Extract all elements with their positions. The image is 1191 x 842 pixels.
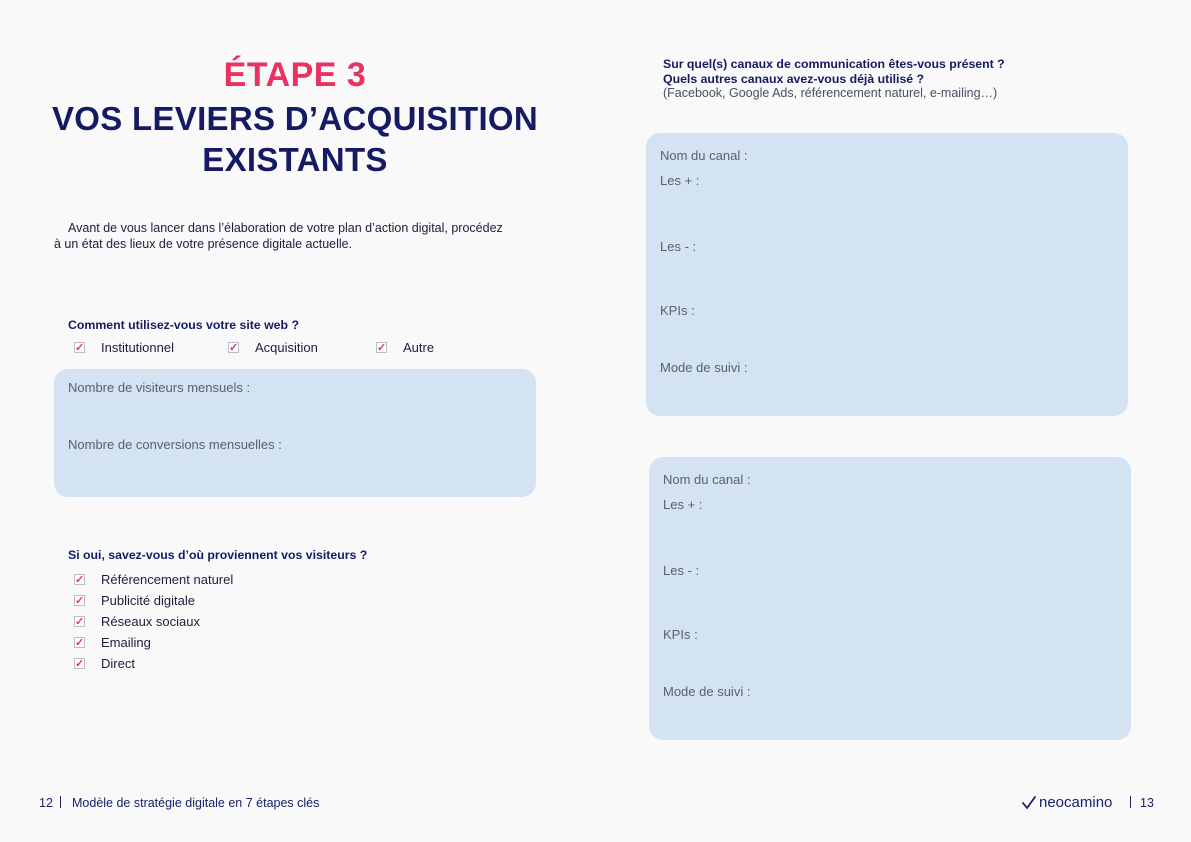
intro-line-1: Avant de vous lancer dans l’élaboration de votre plan d’action digital, procédez [68,221,503,235]
channel-box-2[interactable] [649,457,1131,740]
brand-logo [1022,794,1112,811]
checkbox-acquisition[interactable] [228,340,318,355]
channel-box-1[interactable] [646,133,1128,416]
checkmark-icon: ✓ [377,342,387,354]
channel-name-label: Nom du canal : [663,472,751,487]
checkmark-icon: ✓ [75,616,85,628]
channel-kpi-label: KPIs : [660,303,695,318]
channel-tracking-label: Mode de suivi : [663,684,751,699]
brand-name: neocamino [1039,794,1113,811]
checkbox-label: Référencement naturel [101,572,234,587]
checkbox-label: Direct [101,656,135,671]
checkmark-icon: ✓ [75,595,85,607]
checkbox-publicite-digitale[interactable] [74,593,195,608]
footer-divider-right [1130,796,1131,808]
checkmark-icon: ✓ [75,658,85,670]
channel-minus-label: Les - : [663,563,700,578]
checkmark-icon: ✓ [75,574,85,586]
checkmark-logo-icon [1022,796,1036,810]
page-number-right: 13 [1140,796,1154,810]
checkbox-label: Acquisition [255,340,318,355]
checkbox-referencement-naturel[interactable] [74,572,233,587]
channel-name-label: Nom du canal : [660,148,748,163]
checkbox-label: Publicité digitale [101,593,195,608]
checkbox-emailing[interactable] [74,635,151,650]
checkbox-reseaux-sociaux[interactable] [74,614,200,629]
step-label: ÉTAPE 3 [223,56,367,94]
checkbox-direct[interactable] [74,656,135,671]
channel-plus-label: Les + : [663,497,703,512]
channel-tracking-label: Mode de suivi : [660,360,748,375]
channel-kpi-label: KPIs : [663,627,698,642]
conversions-field-label: Nombre de conversions mensuelles : [68,437,282,452]
page-number-left: 12 [39,796,53,810]
checkbox-institutionnel[interactable] [74,340,174,355]
checkbox-label: Réseaux sociaux [101,614,200,629]
page-title [0,98,590,180]
channels-question-line-2: Quels autres canaux avez-vous déjà utilisé ? [663,72,925,86]
visitors-field-label: Nombre de visiteurs mensuels : [68,380,251,395]
channels-question-hint: (Facebook, Google Ads, référencement naturel, e-mailing…) [663,86,998,100]
channel-minus-label: Les - : [660,239,697,254]
checkbox-autre[interactable] [376,340,434,355]
checkbox-label: Autre [403,340,435,355]
intro-paragraph [54,220,544,252]
checkmark-icon: ✓ [75,637,85,649]
title-line-2: EXISTANTS [202,141,388,178]
checkbox-label: Emailing [101,635,151,650]
channels-question-line-1: Sur quel(s) canaux de communication êtes-vous présent ? [663,57,1005,71]
title-line-1: VOS LEVIERS D’ACQUISITION [51,100,539,137]
checkbox-label: Institutionnel [101,340,174,355]
website-stats-box[interactable] [54,369,536,497]
footer-doc-title: Modèle de stratégie digitale en 7 étapes clés [72,796,320,810]
website-question: Comment utilisez-vous votre site web ? [68,318,299,332]
checkmark-icon: ✓ [229,342,239,354]
sources-question: Si oui, savez-vous d’où proviennent vos visiteurs ? [68,548,368,562]
channel-plus-label: Les + : [660,173,700,188]
checkmark-icon: ✓ [75,342,85,354]
intro-line-2: à un état des lieux de votre présence digitale actuelle. [54,237,353,251]
footer-divider-left [60,796,61,808]
